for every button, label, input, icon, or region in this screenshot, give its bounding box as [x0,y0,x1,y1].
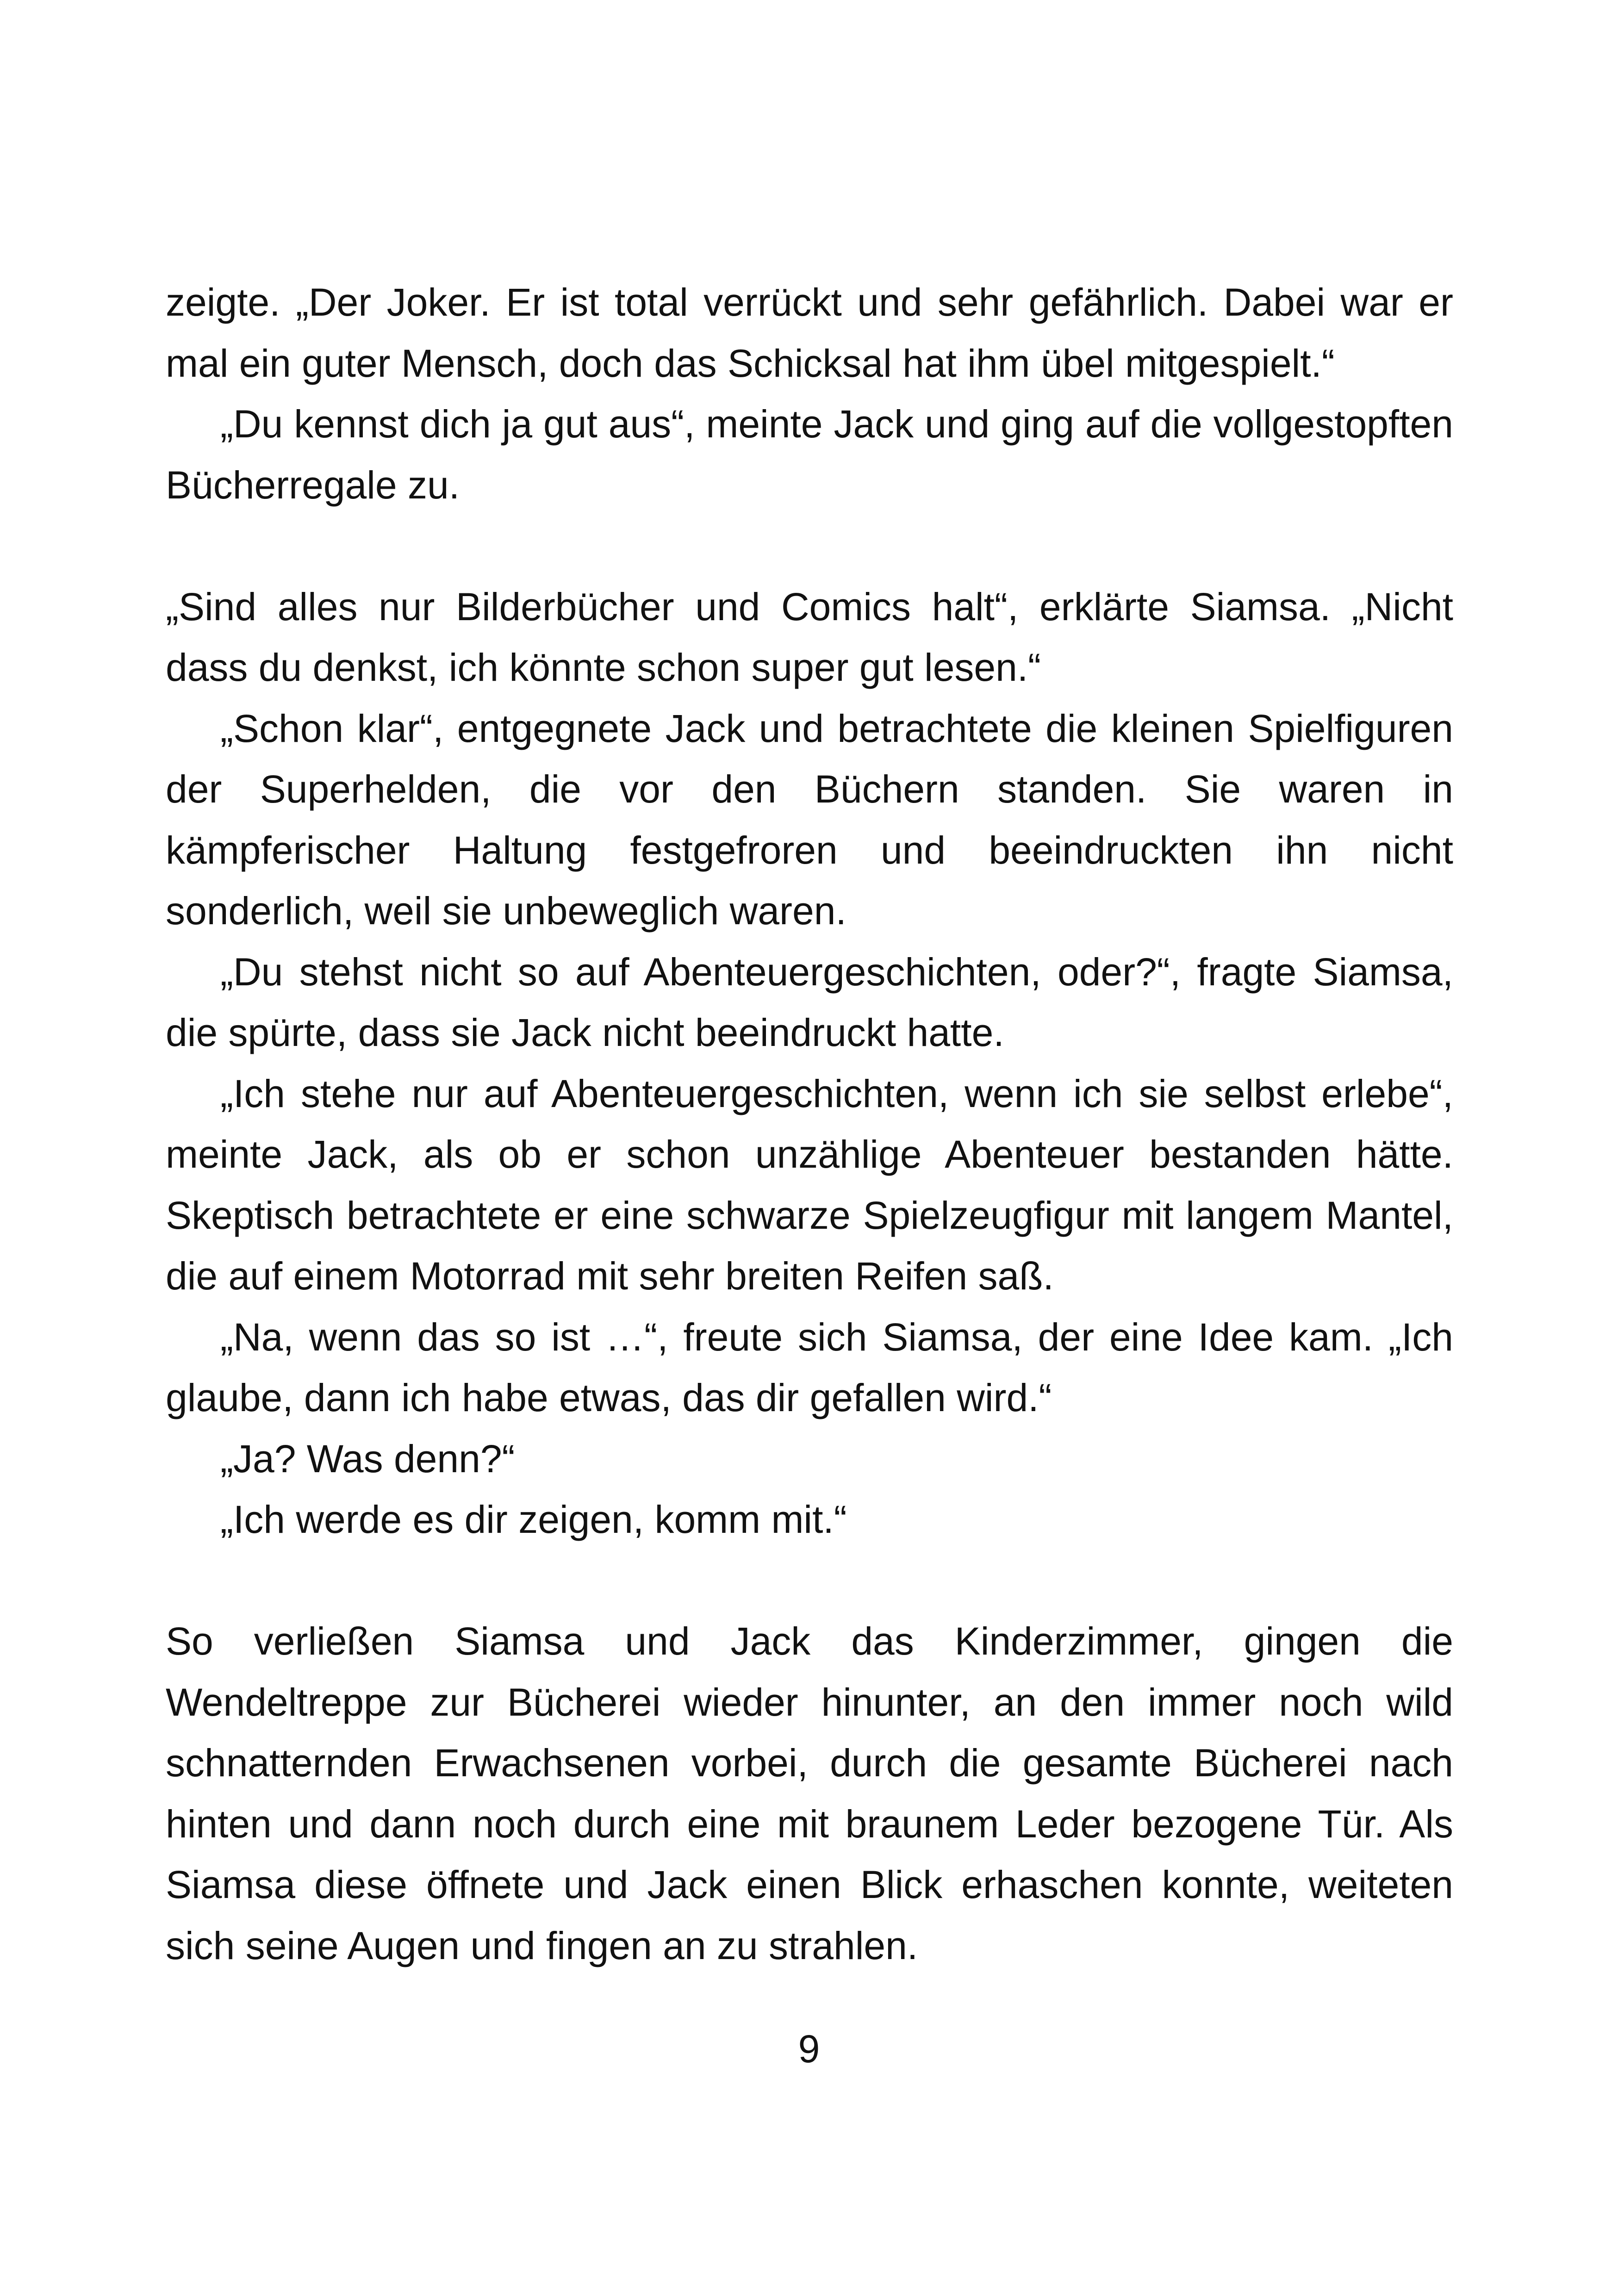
paragraph: „Du kennst dich ja gut aus“, meinte Jack und ging auf die vollgestopften Bücherregale zu. [166,402,1453,507]
paragraph: „Ich stehe nur auf Abenteuergeschichten, wenn ich sie selbst erlebe“, meinte Jack, als ob er schon unzählige Abenteuer bestanden hätte. Skeptisch betrachtete er eine schwarze Spielzeugfigur mit langem Mantel, die auf einem Motorrad mit sehr breiten Reifen saß. [166,1071,1453,1298]
paragraph: zeigte. „Der Joker. Er ist total verrückt und sehr gefährlich. Dabei war er mal ein guter Mensch, doch das Schicksal hat ihm übel mitgespielt.“ [166,280,1453,385]
page-number: 9 [798,2027,820,2071]
paragraph: „Sind alles nur Bilderbücher und Comics halt“, erklärte Siamsa. „Nicht dass du denkst, ich könnte schon super gut lesen.“ [166,585,1453,689]
paragraph: „Ja? Was denn?“ [220,1437,515,1481]
paragraph: „Schon klar“, entgegnete Jack und betrachtete die kleinen Spielfiguren der Superhelden, die vor den Büchern standen. Sie waren in kämpferischer Haltung festgefroren und beeindruckten ihn nicht sonderlich, weil sie unbeweglich waren. [166,706,1453,933]
body-text [166,272,1453,1976]
paragraph: „Ich werde es dir zeigen, komm mit.“ [220,1498,847,1541]
paragraph: „Na, wenn das so ist …“, freute sich Siamsa, der eine Idee kam. „Ich glaube, dann ich habe etwas, das dir gefallen wird.“ [166,1315,1453,1419]
paragraph: „Du stehst nicht so auf Abenteuergeschichten, oder?“, fragte Siamsa, die spürte, dass sie Jack nicht beeindruckt hatte. [166,950,1453,1054]
paragraph: So verließen Siamsa und Jack das Kinderzimmer, gingen die Wendeltreppe zur Bücherei wieder hinunter, an den immer noch wild schnatternden Erwachsenen vorbei, durch die gesamte Bücherei nach hinten und dann noch durch eine mit braunem Leder bezogene Tür. Als Siamsa diese öffnete und Jack einen Blick erhaschen konnte, weiteten sich seine Augen und fingen an zu strahlen. [166,1619,1453,1967]
